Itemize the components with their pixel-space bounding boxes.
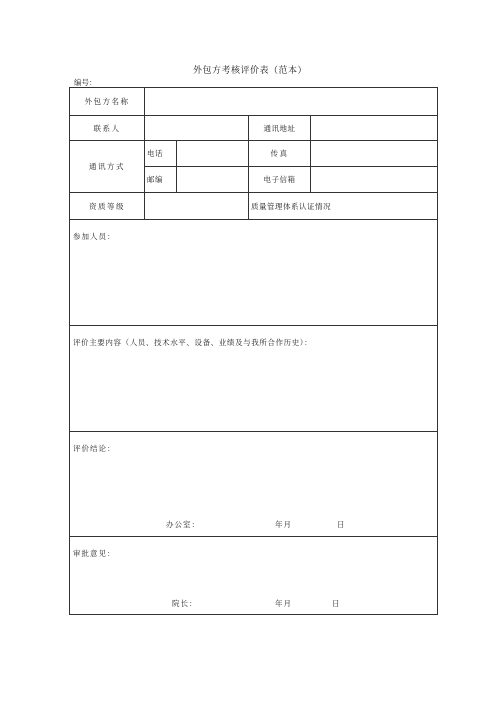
postcode-label: 邮编	[147, 175, 163, 184]
evaluation-form	[69, 87, 438, 615]
qualification-label: 资质等级	[89, 201, 125, 211]
address-field[interactable]	[311, 116, 437, 140]
office-signature-label: 办公室：	[166, 520, 200, 529]
phone-field[interactable]	[177, 141, 248, 166]
vendor-name-field[interactable]	[145, 88, 437, 115]
contact-person-field[interactable]	[145, 116, 248, 140]
email-label: 电子信箱	[263, 175, 296, 184]
conclusion-year-month: 年月	[275, 520, 292, 529]
dean-signature-label: 院长：	[172, 599, 198, 608]
approval-day: 日	[332, 599, 341, 608]
email-field[interactable]	[311, 167, 437, 192]
postcode-field[interactable]	[177, 167, 248, 192]
serial-number-label: 编号：	[74, 78, 97, 87]
page-title: 外包方考核评价表（范本）	[192, 66, 307, 76]
vendor-name-label: 外包方名称	[84, 97, 130, 106]
address-label: 通讯地址	[263, 123, 296, 133]
conclusion-day: 日	[337, 520, 346, 529]
contact-person-label: 联系人	[93, 123, 121, 133]
approval-year-month: 年月	[275, 599, 292, 608]
main-content-label: 评价主要内容（人员、技术水平、设备、业绩及与我所合作历史）：	[73, 338, 313, 347]
qualification-field[interactable]	[145, 193, 248, 219]
fax-label: 传真	[270, 149, 289, 158]
phone-label: 电话	[147, 149, 163, 158]
approval-label: 审批意见：	[73, 549, 116, 558]
contact-method-label: 通讯方式	[89, 162, 125, 171]
conclusion-label: 评价结论：	[73, 444, 116, 453]
participants-label: 参加人员：	[73, 232, 116, 241]
qms-status-label: 质量管理体系认证情况	[251, 201, 331, 211]
fax-field[interactable]	[311, 141, 437, 166]
